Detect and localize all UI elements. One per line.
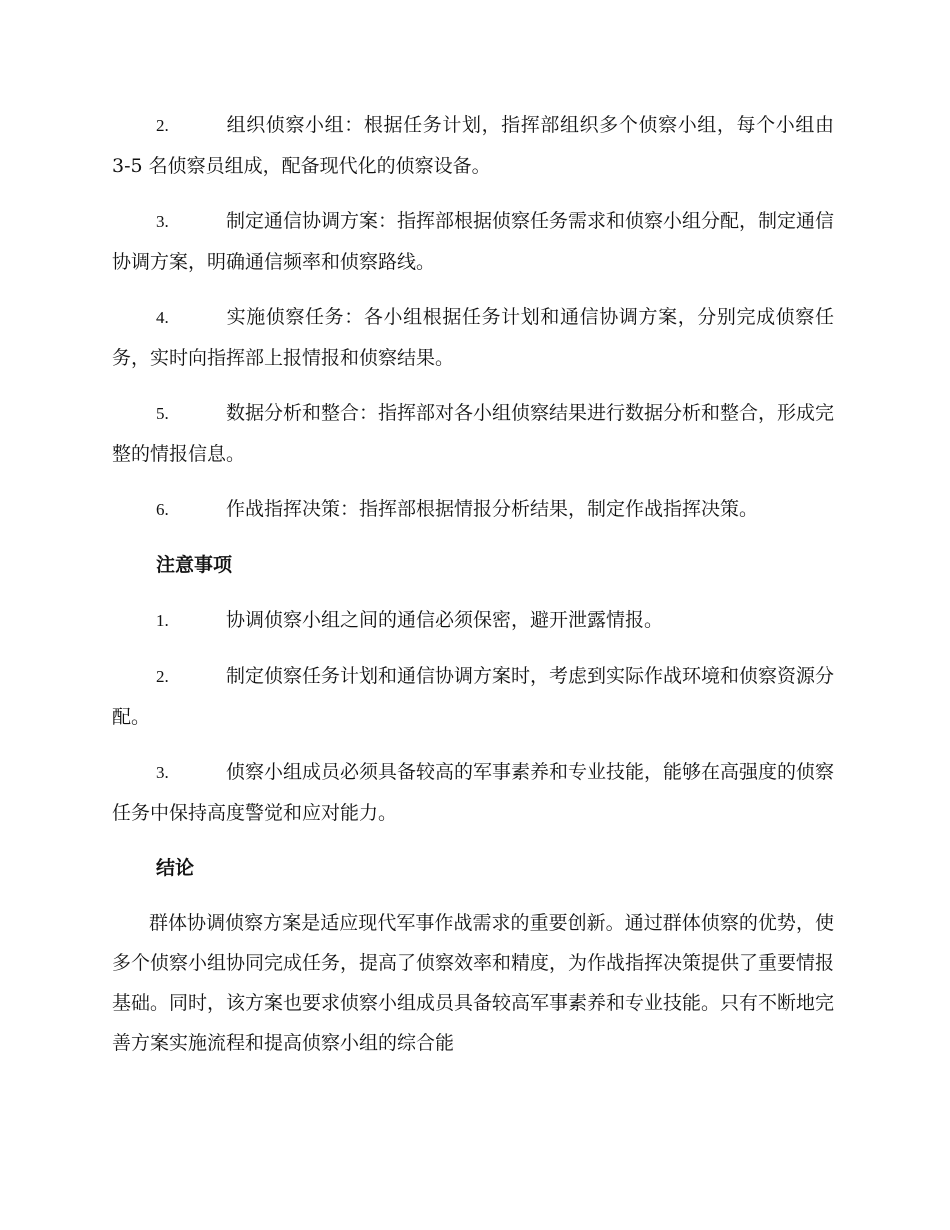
conclusion-paragraph: 群体协调侦察方案是适应现代军事作战需求的重要创新。通过群体侦察的优势，使多个侦察小组协同完成任务，提高了侦察效率和精度，为作战指挥决策提供了重要情报基础。同时，该方案也要求侦察小组成员具备较高军事素养和专业技能。只有不断地完善方案实施流程和提高侦察小组的综合能 xyxy=(112,912,835,1054)
step-text: 制定通信协调方案：指挥部根据侦察任务需求和侦察小组分配，制定通信协调方案，明确通信频率和侦察路线。 xyxy=(112,210,835,273)
step-number: 2. xyxy=(156,116,169,135)
step-item xyxy=(112,489,834,530)
step-item xyxy=(112,201,834,282)
conclusion-heading: 结论 xyxy=(156,857,195,879)
note-number: 3. xyxy=(156,763,169,782)
step-number: 4. xyxy=(156,308,169,327)
note-number: 1. xyxy=(156,611,169,630)
note-number: 2. xyxy=(156,667,169,686)
step-number: 5. xyxy=(156,404,169,423)
note-item xyxy=(112,656,834,737)
step-item xyxy=(112,105,834,186)
notes-heading: 注意事项 xyxy=(156,554,233,576)
note-text: 协调侦察小组之间的通信必须保密，避开泄露情报。 xyxy=(226,609,664,631)
document-body xyxy=(112,105,834,1063)
note-text: 侦察小组成员必须具备较高的军事素养和专业技能，能够在高强度的侦察任务中保持高度警觉和应对能力。 xyxy=(112,761,835,824)
note-item xyxy=(112,752,834,833)
step-text: 组织侦察小组：根据任务计划，指挥部组织多个侦察小组，每个小组由 3-5 名侦察员组成，配备现代化的侦察设备。 xyxy=(112,114,834,177)
step-number: 6. xyxy=(156,500,169,519)
note-text: 制定侦察任务计划和通信协调方案时，考虑到实际作战环境和侦察资源分配。 xyxy=(112,665,835,728)
step-text: 作战指挥决策：指挥部根据情报分析结果，制定作战指挥决策。 xyxy=(226,498,759,520)
note-item xyxy=(112,600,834,641)
step-text: 实施侦察任务：各小组根据任务计划和通信协调方案，分别完成侦察任务，实时向指挥部上报情报和侦察结果。 xyxy=(112,306,834,369)
step-number: 3. xyxy=(156,212,169,231)
step-item xyxy=(112,393,834,474)
step-text: 数据分析和整合：指挥部对各小组侦察结果进行数据分析和整合，形成完整的情报信息。 xyxy=(112,402,835,465)
step-item xyxy=(112,297,834,378)
